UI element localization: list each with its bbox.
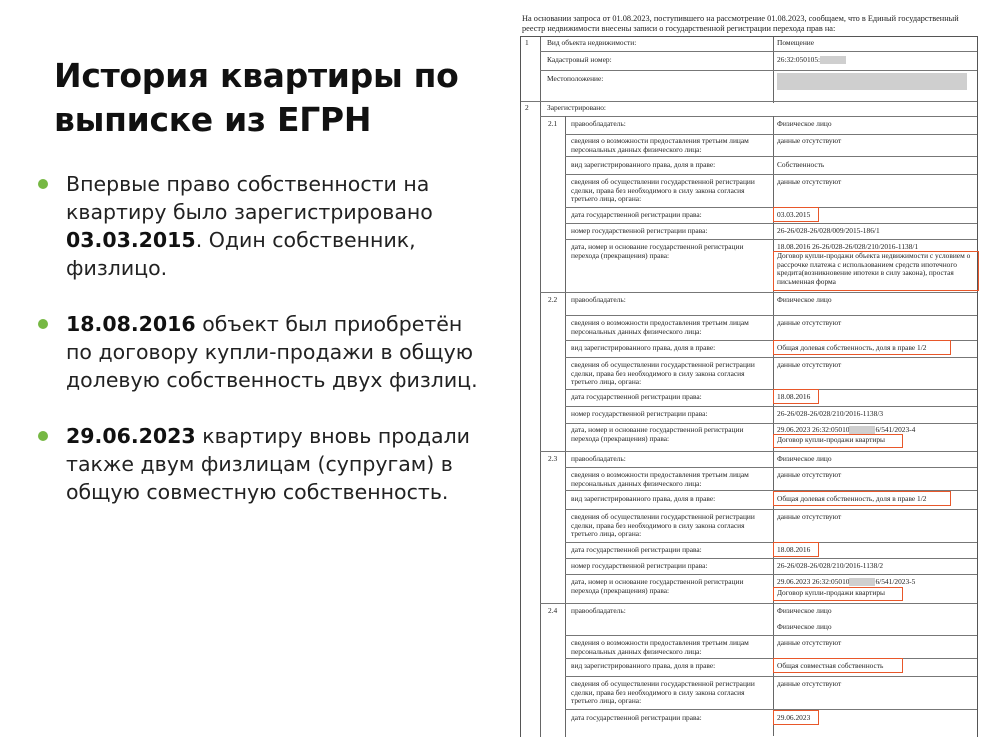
transfer-basis: Договор купли-продажи квартиры	[777, 588, 885, 597]
extract-table	[520, 36, 978, 737]
transfer-number: 29.06.2023 26:32:05010 6/541/2023-5	[777, 577, 916, 586]
row-value: 26-26/028-26/028/009/2015-186/1	[777, 226, 880, 235]
bullet-text: объект был приобретён по договору купли-продажи в общую долевую собственность двух физлиц.	[66, 312, 478, 392]
row-value: Собственность	[777, 160, 825, 169]
row-label: дата, номер и основание государственной регистрации перехода (прекращения) права:	[571, 242, 744, 260]
registration-date: 18.08.2016	[777, 545, 811, 554]
right-type: Общая долевая собственность, доля в праве 1/2	[777, 343, 927, 352]
bullet-text: квартиру вновь продали также двум физлицам (супругам) в общую совместную собственность.	[66, 424, 470, 504]
row-label: правообладатель:	[571, 119, 626, 128]
row-value: Физическое лицо	[777, 622, 832, 631]
row-value: данные отсутствуют	[777, 679, 842, 688]
row-label: вид зарегистрированного права, доля в праве:	[571, 494, 716, 503]
registration-date: 18.08.2016	[777, 392, 811, 401]
row-label: номер государственной регистрации права:	[571, 561, 708, 570]
row-value: данные отсутствуют	[777, 177, 842, 186]
row-label: вид зарегистрированного права, доля в праве:	[571, 343, 716, 352]
row-label: сведения об осуществлении государственной регистрации сделки, права без необходимого в силу закона согласия третьего лица, органа:	[571, 177, 755, 204]
egrn-extract-scan	[516, 14, 978, 734]
row-label: сведения об осуществлении государственной регистрации сделки, права без необходимого в силу закона согласия третьего лица, органа:	[571, 360, 755, 387]
row-label: дата государственной регистрации права:	[571, 392, 702, 401]
section-number: 2	[525, 103, 529, 112]
row-label: вид зарегистрированного права, доля в праве:	[571, 661, 716, 670]
entry-number: 2.2	[548, 295, 558, 304]
row-label: правообладатель:	[571, 454, 626, 463]
cadastral-number: 26:32:050105:	[777, 56, 846, 65]
row-value: Помещение	[777, 38, 815, 47]
row-label: сведения о возможности предоставления третьим лицам персональных данных физического лица:	[571, 638, 749, 656]
bullet-item	[38, 310, 478, 394]
bullet-item	[38, 422, 478, 506]
row-label: Вид объекта недвижимости:	[547, 38, 637, 47]
page-title: История квартиры по выписке из ЕГРН	[54, 56, 459, 139]
bullet-dot-icon	[38, 431, 48, 441]
bullet-dot-icon	[38, 319, 48, 329]
bullet-date: 03.03.2015	[66, 228, 196, 252]
row-label: Кадастровый номер:	[547, 55, 612, 64]
row-value: 26-26/028-26/028/210/2016-1138/3	[777, 409, 884, 418]
row-value: данные отсутствуют	[777, 512, 842, 521]
extract-header: На основании запроса от 01.08.2023, поступившего на рассмотрение 01.08.2023, сообщаем, что в Единый государственный реестр недвижимости внесены записи о государственной регистрации перехода прав на:	[522, 14, 959, 33]
entry-number: 2.3	[548, 454, 558, 463]
transfer-basis: Договор купли-продажи объекта недвижимости с условием о рассрочке платежа с использованием средств ипотечного кредита(возникновение ипотеки в силу закона), простая письменная форма	[777, 251, 971, 286]
row-label: правообладатель:	[571, 295, 626, 304]
row-label: сведения об осуществлении государственной регистрации сделки, права без необходимого в силу закона согласия третьего лица, органа:	[571, 679, 755, 706]
bullet-text: Впервые право собственности на квартиру было зарегистрировано	[66, 172, 433, 224]
right-type: Общая совместная собственность	[777, 661, 884, 670]
row-label: правообладатель:	[571, 606, 626, 615]
row-label: дата государственной регистрации права:	[571, 545, 702, 554]
bullet-dot-icon	[38, 179, 48, 189]
row-value: данные отсутствуют	[777, 318, 842, 327]
row-label: дата государственной регистрации права:	[571, 210, 702, 219]
location-redacted	[777, 73, 967, 90]
row-label: Местоположение:	[547, 74, 604, 83]
bullet-text: . Один собственник, физлицо.	[66, 228, 416, 280]
row-label: дата государственной регистрации права:	[571, 713, 702, 722]
row-label: сведения о возможности предоставления третьим лицам персональных данных физического лица:	[571, 470, 749, 488]
row-label: номер государственной регистрации права:	[571, 226, 708, 235]
row-value: данные отсутствуют	[777, 360, 842, 369]
row-value: данные отсутствуют	[777, 638, 842, 647]
bullet-date: 29.06.2023	[66, 424, 196, 448]
row-label: дата, номер и основание государственной регистрации перехода (прекращения) права:	[571, 577, 744, 595]
transfer-number: 29.06.2023 26:32:05010 6/541/2023-4	[777, 425, 916, 434]
section-number: 1	[525, 38, 529, 47]
row-value: Физическое лицо	[777, 119, 832, 128]
right-type: Общая долевая собственность, доля в праве 1/2	[777, 494, 927, 503]
row-value: 26-26/028-26/028/210/2016-1138/2	[777, 561, 884, 570]
row-label: номер государственной регистрации права:	[571, 409, 708, 418]
row-label: дата, номер и основание государственной регистрации перехода (прекращения) права:	[571, 425, 744, 443]
row-label: сведения о возможности предоставления третьим лицам персональных данных физического лица:	[571, 318, 749, 336]
row-label: сведения об осуществлении государственной регистрации сделки, права без необходимого в силу закона согласия третьего лица, органа:	[571, 512, 755, 539]
transfer-basis: Договор купли-продажи квартиры	[777, 435, 885, 444]
entry-number: 2.4	[548, 606, 558, 615]
bullet-list	[38, 170, 478, 534]
entry-number: 2.1	[548, 119, 558, 128]
bullet-date: 18.08.2016	[66, 312, 196, 336]
row-value: Физическое лицо	[777, 295, 832, 304]
row-value: 18.08.2016 26-26/028-26/028/210/2016-1138/1	[777, 242, 919, 251]
row-value: Физическое лицо	[777, 606, 832, 615]
registration-date: 29.06.2023	[777, 713, 811, 722]
row-label: вид зарегистрированного права, доля в праве:	[571, 160, 716, 169]
row-label: сведения о возможности предоставления третьим лицам персональных данных физического лица:	[571, 136, 749, 154]
registration-date: 03.03.2015	[777, 210, 811, 219]
row-value: данные отсутствуют	[777, 136, 842, 145]
row-value: Физическое лицо	[777, 454, 832, 463]
bullet-item	[38, 170, 478, 282]
row-value: данные отсутствуют	[777, 470, 842, 479]
row-label: Зарегистрировано:	[547, 103, 606, 112]
